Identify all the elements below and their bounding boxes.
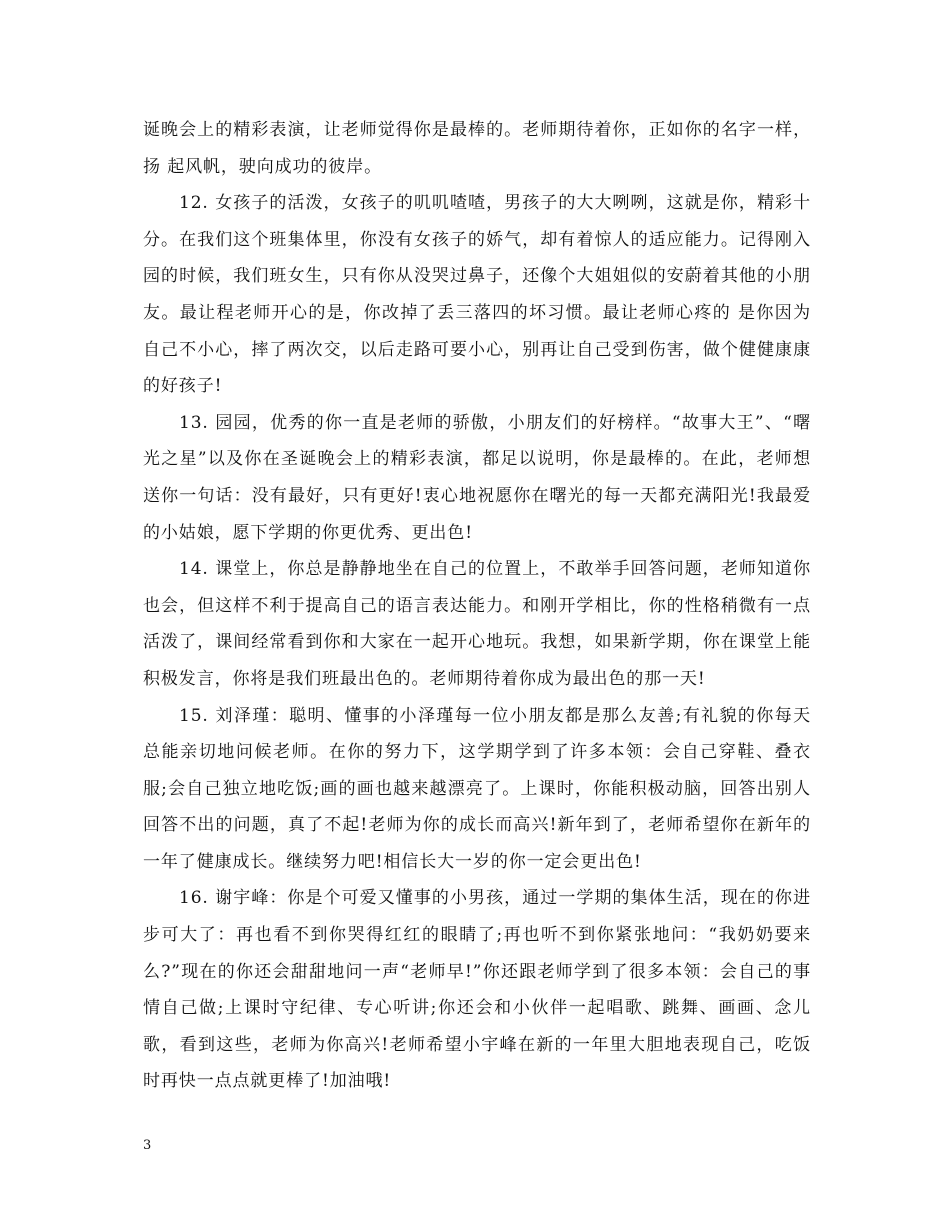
- paragraph-item-16: 16. 谢宇峰：你是个可爱又懂事的小男孩，通过一学期的集体生活，现在的你进步可大了：再也看不到你哭得红红的眼睛了;再也听不到你紧张地问：“我奶奶要来么?”现在的你还会甜甜地问一声“老师早!”你还跟老师学到了很多本领：会自己的事情自己做;上课时守纪律、专心听讲;你还会和小伙伴一起唱歌、跳舞、画画、念儿歌，看到这些，老师为你高兴!老师希望小宇峰在新的一年里大胆地表现自己，吃饭时再快一点点就更棒了!加油哦!: [143, 888, 811, 1092]
- paragraph-continued: 诞晚会上的精彩表演，让老师觉得你是最棒的。老师期待着你，正如你的名字一样，扬 起风帆，驶向成功的彼岸。: [143, 120, 811, 177]
- paragraph-item-12: 12. 女孩子的活泼，女孩子的叽叽喳喳，男孩子的大大咧咧，这就是你，精彩十分。在我们这个班集体里，你没有女孩子的娇气，却有着惊人的适应能力。记得刚入园的时候，我们班女生，只有你从没哭过鼻子，还像个大姐姐似的安蔚着其他的小朋友。最让程老师开心的是，你改掉了丢三落四的坏习惯。最让老师心疼的 是你因为自己不小心，摔了两次交，以后走路可要小心，别再让自己受到伤害，做个健健康康的好孩子!: [143, 193, 811, 397]
- paragraph-item-14: 14. 课堂上，你总是静静地坐在自己的位置上，不敢举手回答问题，老师知道你也会，但这样不利于提高自己的语言表达能力。和刚开学相比，你的性格稍微有一点活泼了，课间经常看到你和大家在一起开心地玩。我想，如果新学期，你在课堂上能积极发言，你将是我们班最出色的。老师期待着你成为最出色的那一天!: [143, 559, 811, 689]
- document-body: [143, 112, 811, 1100]
- paragraph-item-13: 13. 园园，优秀的你一直是老师的骄傲，小朋友们的好榜样。“故事大王”、“曙光之星”以及你在圣诞晚会上的精彩表演，都足以说明，你是最棒的。在此，老师想送你一句话：没有最好，只有更好!衷心地祝愿你在曙光的每一天都充满阳光!我最爱的小姑娘，愿下学期的你更优秀、更出色!: [143, 412, 811, 543]
- page-number: 3: [143, 1138, 152, 1153]
- paragraph-item-15: 15. 刘泽瑾：聪明、懂事的小泽瑾每一位小朋友都是那么友善;有礼貌的你每天总能亲切地问候老师。在你的努力下，这学期学到了许多本领：会自己穿鞋、叠衣服;会自己独立地吃饭;画的画也越来越漂亮了。上课时，你能积极动脑，回答出别人回答不出的问题，真了不起!老师为你的成长而高兴!新年到了，老师希望你在新年的一年了健康成长。继续努力吧!相信长大一岁的你一定会更出色!: [143, 705, 811, 872]
